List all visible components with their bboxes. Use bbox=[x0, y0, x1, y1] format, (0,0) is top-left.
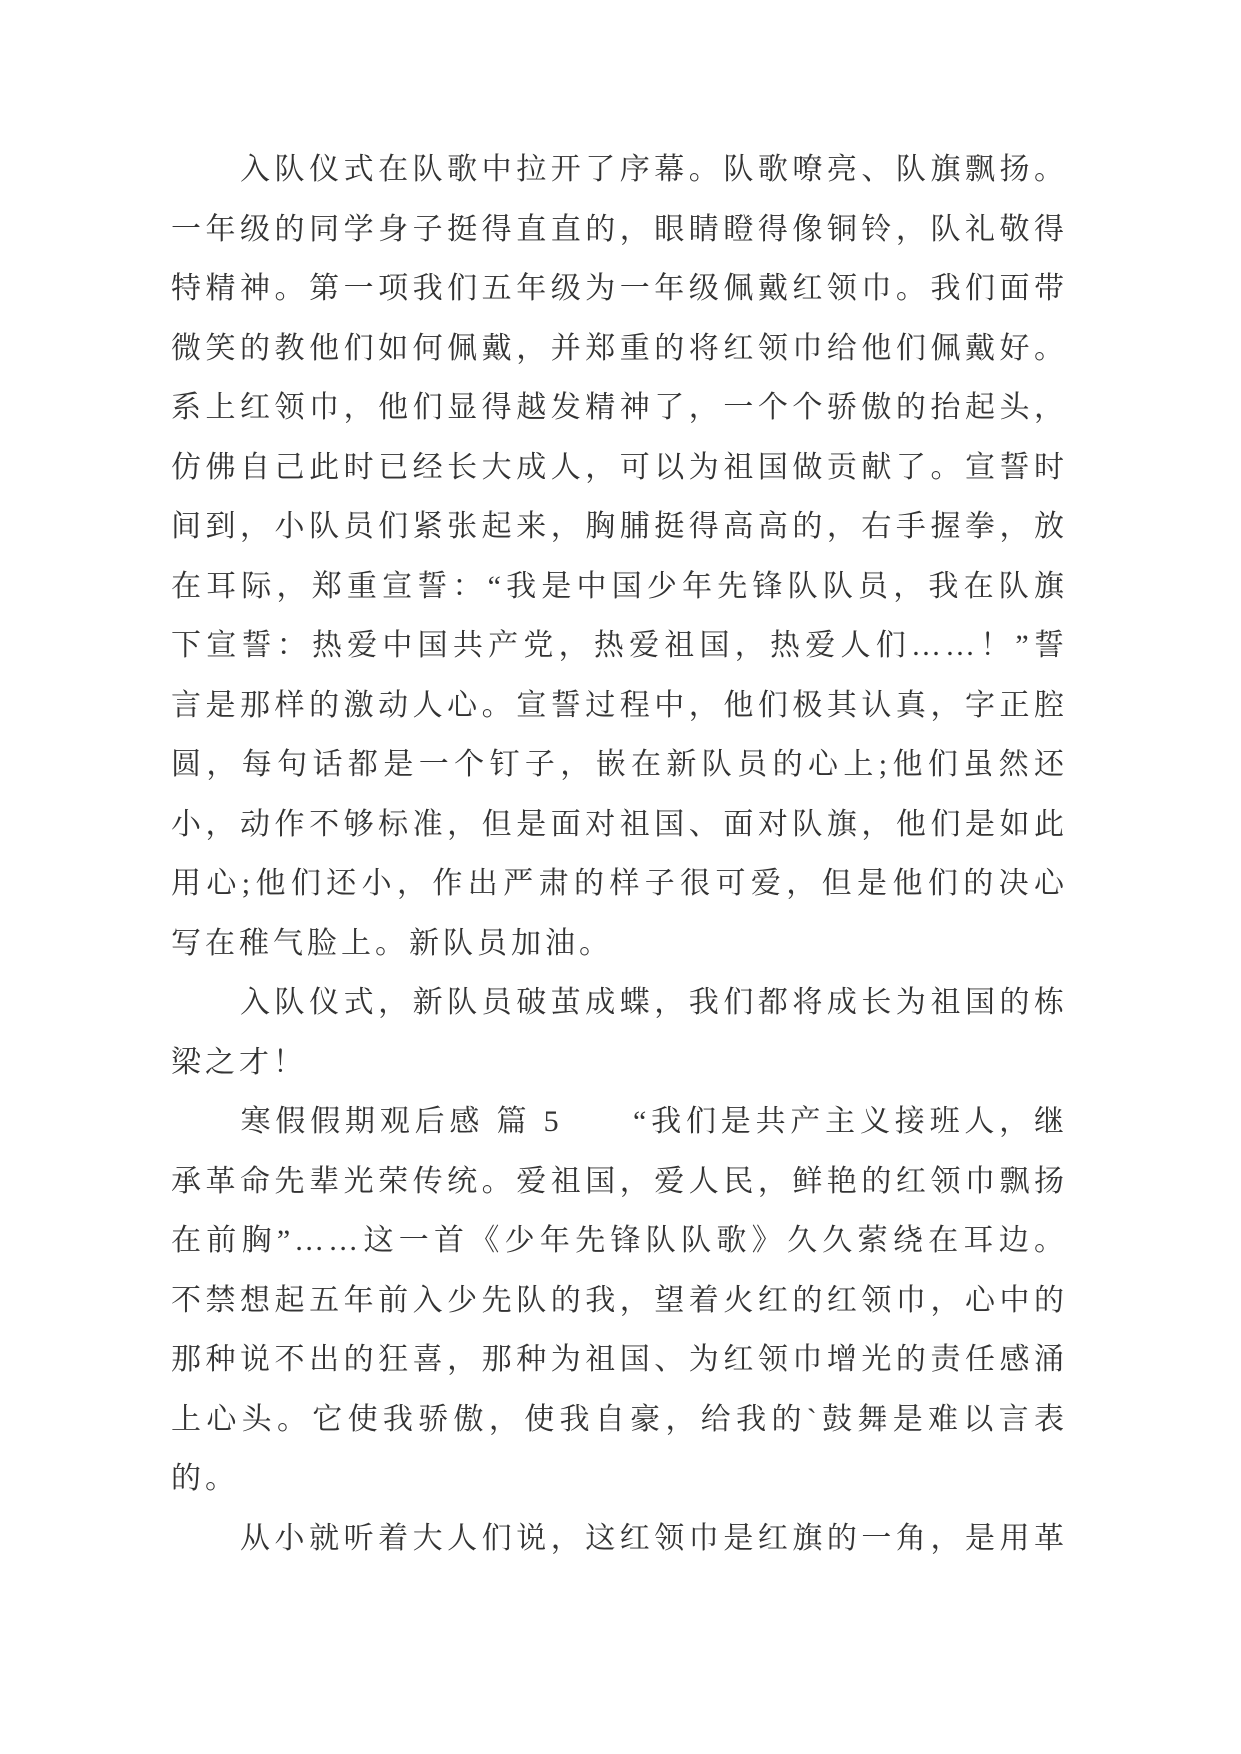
text-line: 在耳际，郑重宣誓：“我是中国少年先锋队队员，我在队旗 bbox=[171, 569, 1068, 603]
text-line-paragraph-end: 写在稚气脸上。新队员加油。 bbox=[171, 926, 613, 960]
text-line: 入队仪式在队歌中拉开了序幕。队歌嘹亮、队旗飘扬。 bbox=[171, 153, 1068, 186]
text-line: 圆，每句话都是一个钉子，嵌在新队员的心上;他们虽然还 bbox=[171, 748, 1068, 781]
text-line: 不禁想起五年前入少先队的我，望着火红的红领巾，心中的 bbox=[171, 1283, 1068, 1317]
text-line: 特精神。第一项我们五年级为一年级佩戴红领巾。我们面带 bbox=[171, 272, 1068, 305]
text-line: 言是那样的激动人心。宣誓过程中，他们极其认真，字正腔 bbox=[171, 688, 1068, 722]
text-line-paragraph-end: 的。 bbox=[171, 1462, 239, 1495]
text-line: 承革命先辈光荣传统。爱祖国，爱人民，鲜艳的红领巾飘扬 bbox=[171, 1164, 1068, 1198]
text-line: 仿佛自己此时已经长大成人，可以为祖国做贡献了。宣誓时 bbox=[171, 450, 1068, 484]
text-line: 从小就听着大人们说，这红领巾是红旗的一角，是用革 bbox=[171, 1521, 1068, 1555]
text-line: 在前胸”……这一首《少年先锋队队歌》久久萦绕在耳边。 bbox=[171, 1224, 1068, 1257]
text-line: 寒假假期观后感 篇 5 “我们是共产主义接班人，继 bbox=[171, 1105, 1068, 1138]
text-line: 系上红领巾，他们显得越发精神了，一个个骄傲的抬起头， bbox=[171, 391, 1068, 424]
text-line: 上心头。它使我骄傲，使我自豪，给我的`鼓舞是难以言表 bbox=[171, 1402, 1068, 1436]
text-line-paragraph-end: 梁之才！ bbox=[171, 1045, 307, 1079]
text-line: 间到，小队员们紧张起来，胸脯挺得高高的，右手握拳，放 bbox=[171, 510, 1068, 543]
text-line: 一年级的同学身子挺得直直的，眼睛瞪得像铜铃，队礼敬得 bbox=[171, 212, 1068, 246]
text-line: 入队仪式，新队员破茧成蝶，我们都将成长为祖国的栋 bbox=[171, 986, 1068, 1019]
text-line: 微笑的教他们如何佩戴，并郑重的将红领巾给他们佩戴好。 bbox=[171, 331, 1068, 365]
text-line: 小，动作不够标准，但是面对祖国、面对队旗，他们是如此 bbox=[171, 807, 1068, 841]
text-line: 下宣誓：热爱中国共产党，热爱祖国，热爱人们……！”誓 bbox=[171, 629, 1068, 662]
text-line: 用心;他们还小，作出严肃的样子很可爱，但是他们的决心 bbox=[171, 867, 1068, 900]
text-line: 那种说不出的狂喜，那种为祖国、为红领巾增光的责任感涌 bbox=[171, 1343, 1068, 1376]
document-text-body bbox=[171, 140, 1068, 1568]
